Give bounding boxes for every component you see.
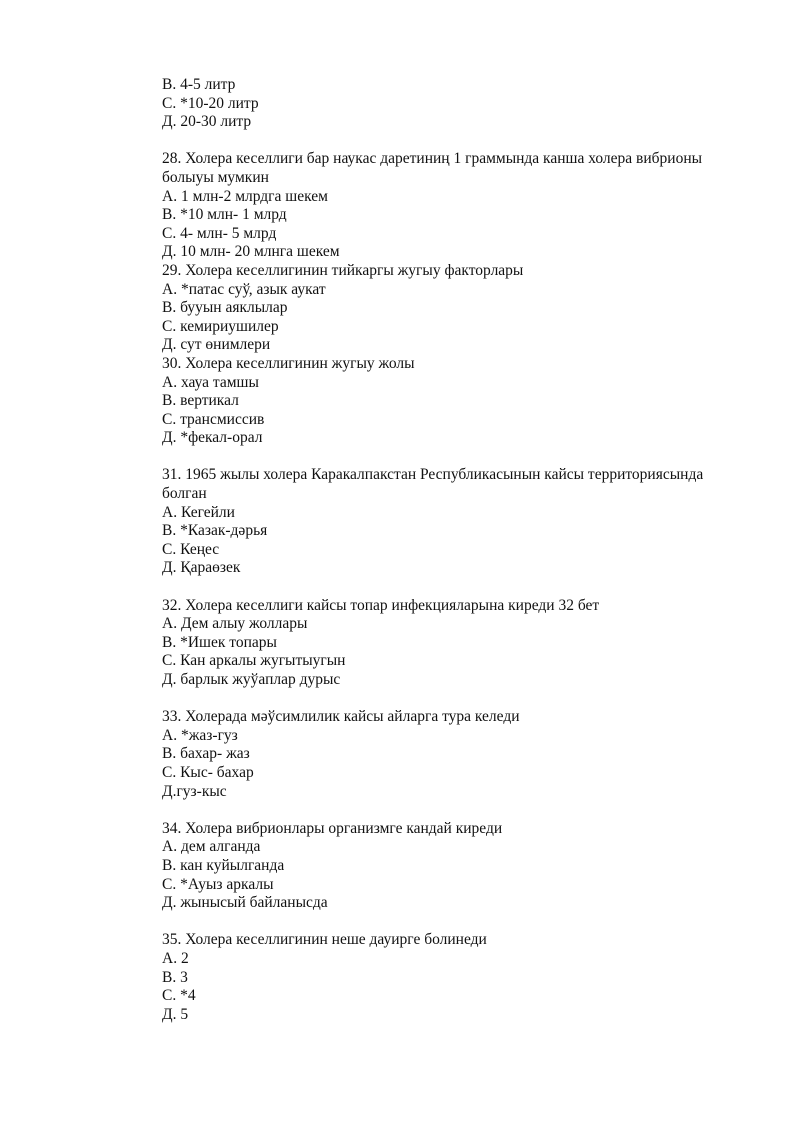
- question-text: 28. Холера кеселлиги бар наукас даретиниң 1 граммында канша холера вибрионы болыуы мумкин: [162, 150, 703, 186]
- blank-line: [162, 578, 762, 597]
- option-line: Д. 20-30 литр: [162, 113, 252, 131]
- option-line: С. Кыс- бахар: [162, 763, 254, 781]
- option-line: В. *Казак-дәрья: [162, 522, 268, 540]
- option-line: В. вертикал: [162, 392, 239, 410]
- option-line: Д. барлык жуўаплар дурыс: [162, 671, 341, 688]
- blank-line: [162, 690, 762, 709]
- question-text: 32. Холера кеселлиги кайсы топар инфекцияларына киреди 32 бет: [162, 596, 600, 614]
- option-line: С. *10-20 литр: [162, 94, 259, 112]
- option-line: В. бахар- жаз: [162, 745, 250, 763]
- option-line: А. Дем алыу жоллары: [162, 615, 308, 633]
- option-line: Д. *фекал-орал: [162, 429, 263, 447]
- option-line: Д. 10 млн- 20 млнга шекем: [162, 243, 340, 261]
- question-text: 30. Холера кеселлигинин жугыу жолы: [162, 354, 415, 372]
- option-line: В. *Ишек топары: [162, 633, 277, 651]
- option-line: С. Кан аркалы жугытыугын: [162, 652, 346, 670]
- option-line: Д. 5: [162, 1005, 189, 1023]
- option-line: В. *10 млн- 1 млрд: [162, 206, 287, 224]
- blank-line: [162, 448, 762, 467]
- option-line: А. 2: [162, 949, 189, 967]
- question-text: 34. Холера вибрионлары организмге кандай киреди: [162, 819, 503, 837]
- option-line: Д. Қараөзек: [162, 559, 241, 577]
- option-line: Д.гуз-кыс: [162, 782, 227, 800]
- blank-line: [162, 801, 762, 820]
- option-line: А. *патас суў, азык аукат: [162, 280, 326, 298]
- option-line: А. дем алганда: [162, 838, 261, 856]
- blank-line: [162, 132, 762, 151]
- option-line: А. 1 млн-2 млрдга шекем: [162, 187, 328, 205]
- question-text: 35. Холера кеселлигинин неше дауирге болинеди: [162, 931, 487, 949]
- option-line: В. бууын аяклылар: [162, 299, 288, 317]
- blank-line: [162, 913, 762, 932]
- option-line: С. кемириушилер: [162, 317, 279, 335]
- option-line: А. хауа тамшы: [162, 373, 259, 391]
- option-line: Д. сут өнимлери: [162, 336, 271, 354]
- document-page: [162, 76, 762, 1024]
- question-text: 31. 1965 жылы холера Каракалпакстан Республикасынын кайсы территориясында болган: [162, 466, 704, 503]
- option-line: С. Кеңес: [162, 540, 220, 558]
- option-line: В. кан куйылганда: [162, 856, 285, 874]
- option-line: А. *жаз-гуз: [162, 726, 238, 744]
- question-text: 29. Холера кеселлигинин тийкаргы жугыу факторлары: [162, 261, 524, 279]
- question-text: 33. Холерада мәўсимлилик кайсы айларга тура келеди: [162, 708, 520, 726]
- option-line: В. 3: [162, 968, 188, 986]
- option-line: С. трансмиссив: [162, 410, 265, 428]
- option-line: С. 4- млн- 5 млрд: [162, 224, 277, 242]
- option-line: В. 4-5 литр: [162, 76, 236, 93]
- option-line: С. *4: [162, 987, 196, 1005]
- option-line: С. *Ауыз аркалы: [162, 875, 274, 893]
- option-line: Д. жынысый байланысда: [162, 894, 328, 912]
- option-line: А. Кегейли: [162, 503, 235, 521]
